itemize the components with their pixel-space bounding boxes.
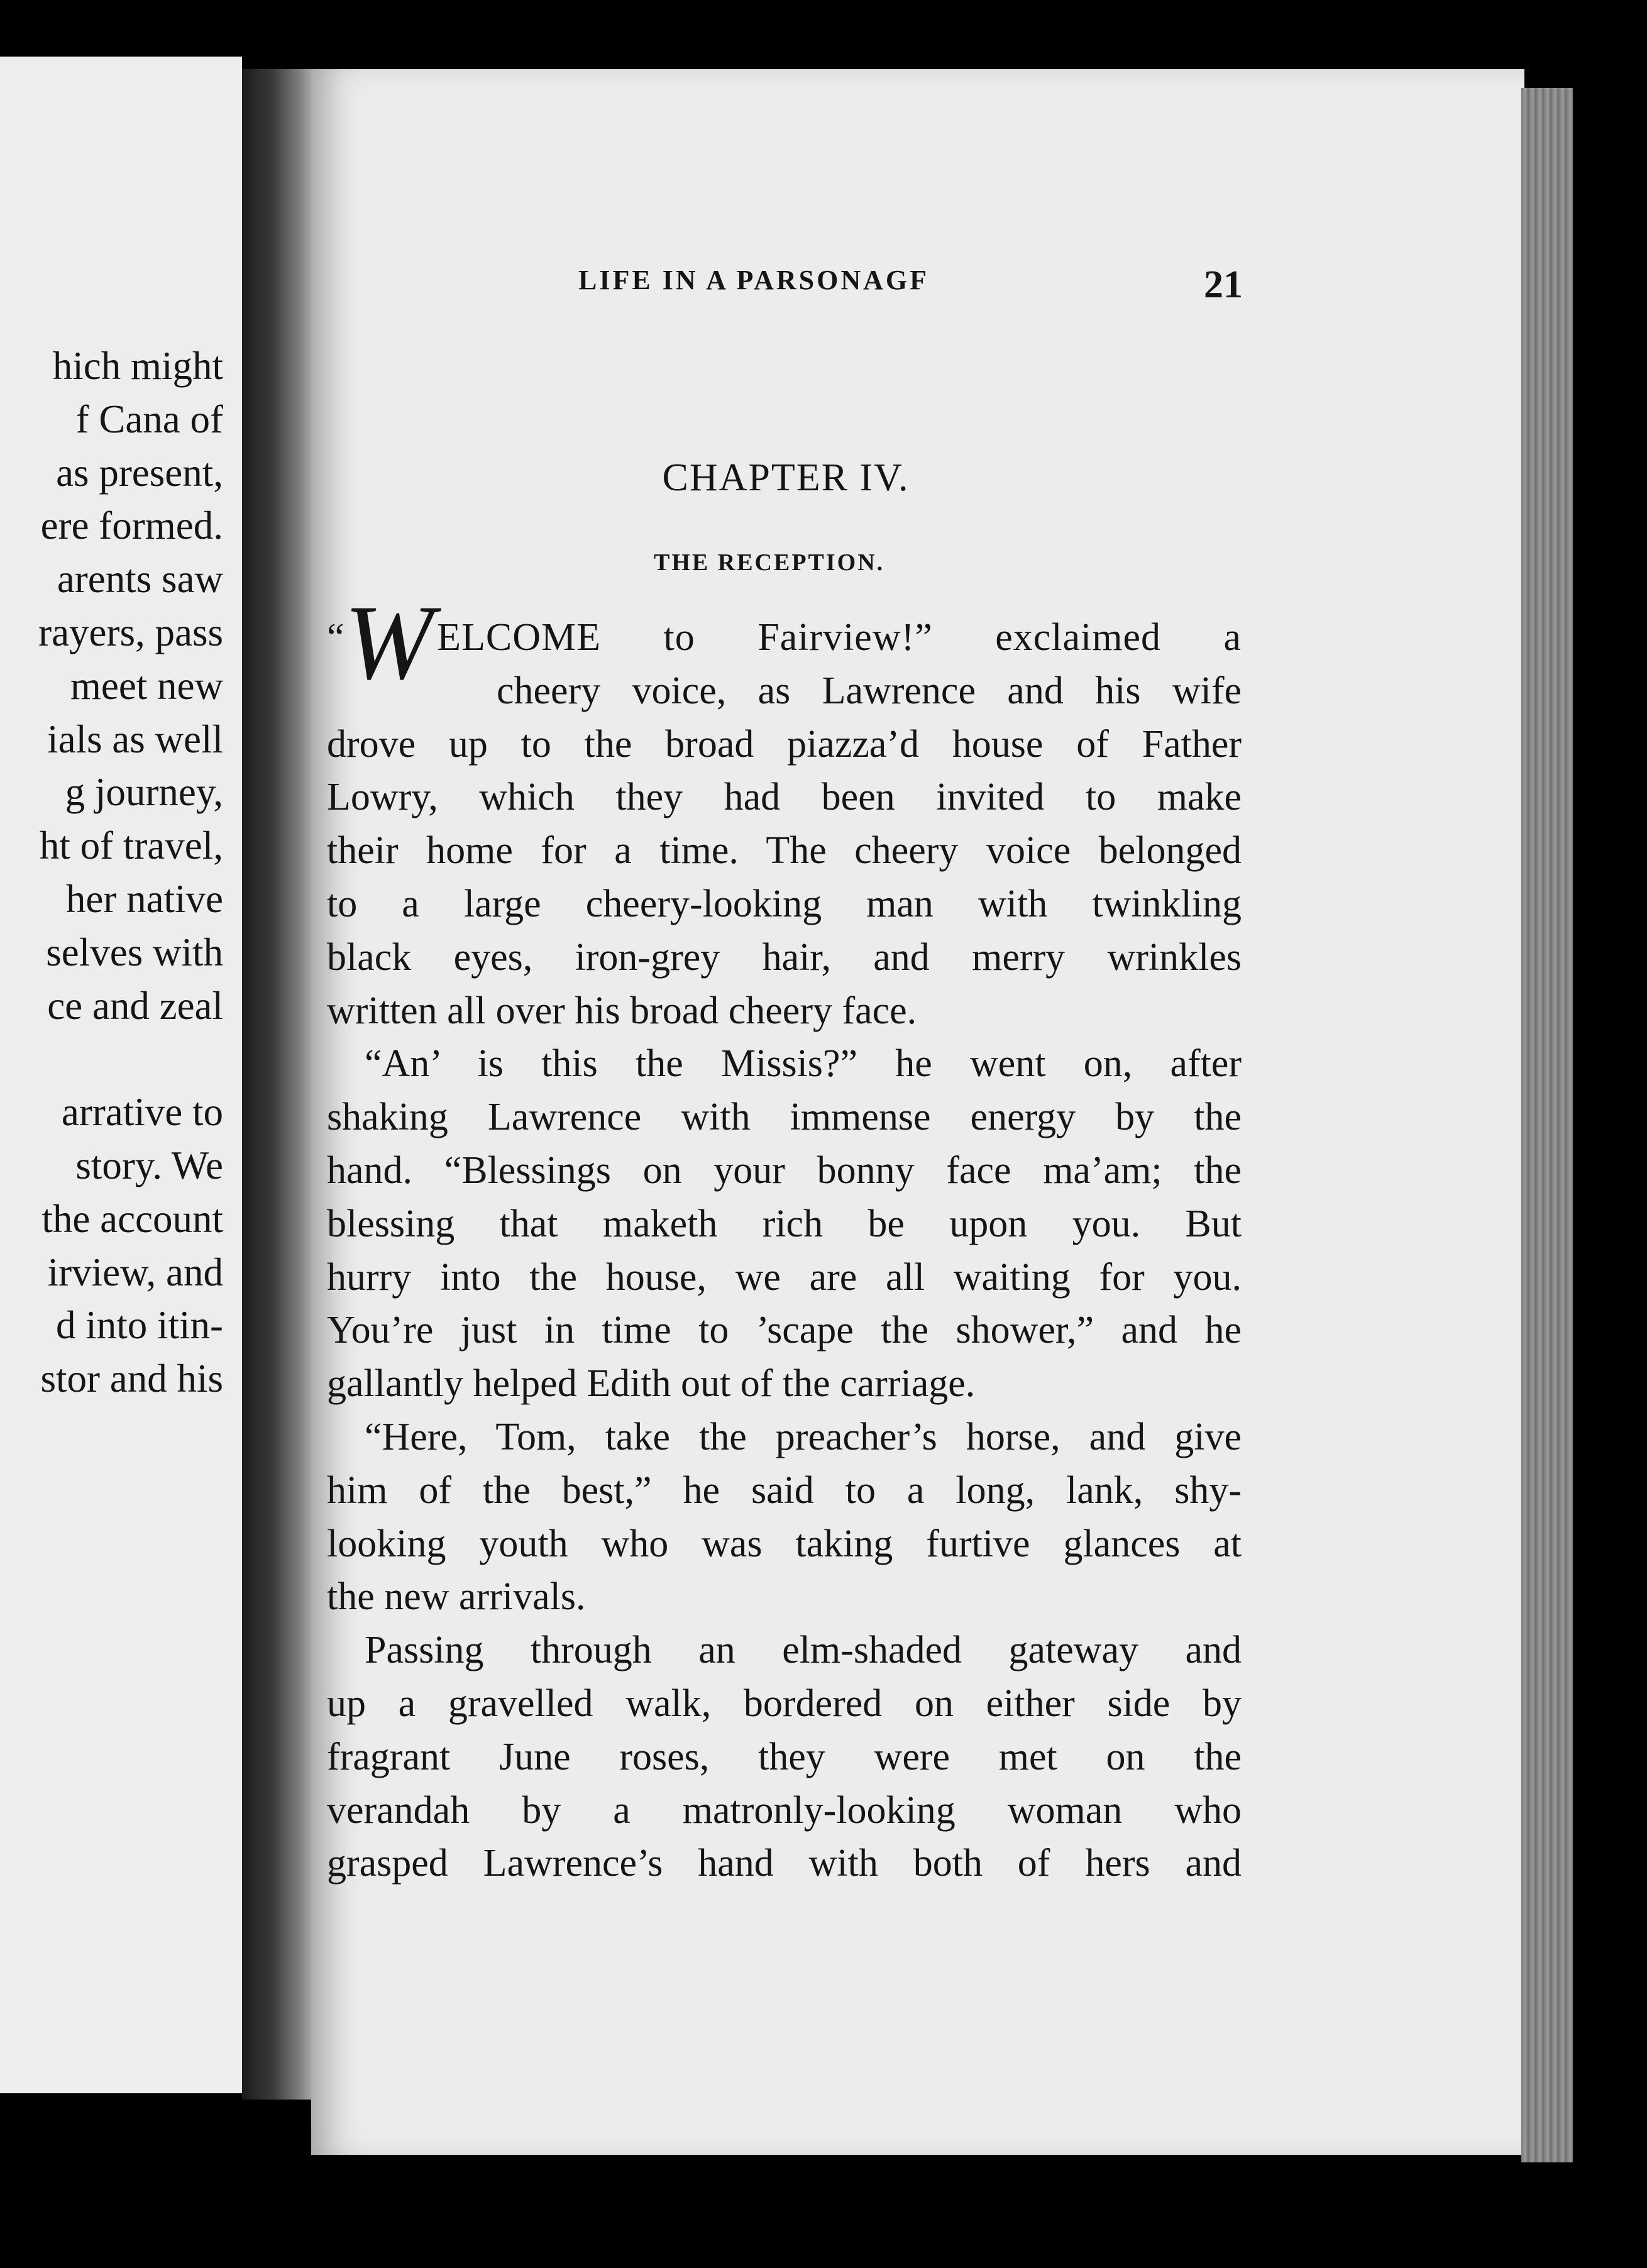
text-line: their home for a time. The cheery voice belonged [327,829,1242,873]
text-line: grasped Lawrence’s hand with both of hers and [327,1842,1242,1885]
page-edge [1521,88,1573,2162]
left-line: ce and zeal [47,983,223,1028]
left-line: d into itin- [56,1303,223,1348]
left-line: ials as well [47,717,223,761]
text-line: “Here, Tom, take the preacher’s horse, and give [365,1415,1242,1458]
chapter-subtitle: THE RECEPTION. [654,549,885,576]
text-line: verandah by a matronly-looking woman who [327,1788,1242,1832]
left-line: hich might [52,344,223,388]
text-line: the new arrivals. [327,1575,586,1619]
left-line: selves with [46,930,223,974]
text-line: black eyes, iron-grey hair, and merry wrinkles [327,935,1242,979]
text-line: Lowry, which they had been invited to make [327,776,1242,819]
left-page [0,57,242,2093]
left-line: ere formed. [40,504,223,548]
text-line: written all over his broad cheery face. [327,989,917,1032]
text-line: him of the best,” he said to a long, lank, shy- [327,1468,1242,1512]
text-line: “An’ is this the Missis?” he went on, after [365,1042,1242,1086]
text-line: Passing through an elm-shaded gateway and [365,1629,1242,1672]
text-line: up a gravelled walk, bordered on either side by [327,1682,1242,1725]
text-line: cheery voice, as Lawrence and his wife [497,669,1242,712]
text-line: to a large cheery-looking man with twinkling [327,882,1242,925]
first-line-text: ELCOME to Fairview!” exclaimed a [437,616,1242,659]
text-line: drove up to the broad piazza’d house of Father [327,722,1242,766]
page-number: 21 [1204,263,1243,306]
text-line: gallantly helped Edith out of the carriage. [327,1362,976,1406]
left-line: ht of travel, [39,823,223,868]
text-line: You’re just in time to ’scape the shower,” and he [327,1309,1242,1352]
drop-cap: W [344,583,434,702]
book-gutter [242,69,317,2100]
running-head: LIFE IN A PARSONAGF [578,265,930,295]
text-line: hurry into the house, we are all waiting for you. [327,1255,1242,1299]
chapter-title: CHAPTER IV. [662,456,910,499]
left-line: f Cana of [75,397,223,441]
left-line: as present, [56,450,223,495]
left-line: arrative to [61,1090,223,1135]
left-line: stor and his [40,1357,223,1401]
left-line: story. We [75,1143,223,1187]
left-line: g journey, [65,770,223,815]
opening-quote: “ [327,616,344,659]
text-line: blessing that maketh rich be upon you. But [327,1202,1242,1245]
left-line: meet new [70,663,223,708]
left-line: arents saw [57,557,223,602]
text-line: fragrant June roses, they were met on the [327,1735,1242,1778]
left-line: irview, and [47,1250,223,1294]
left-line: her native [65,876,223,921]
body-text [327,583,1242,1890]
text-line: hand. “Blessings on your bonny face ma’am; the [327,1148,1242,1192]
left-line: the account [41,1196,223,1241]
left-line: rayers, pass [38,610,223,654]
left-line [0,1032,223,1086]
text-line: shaking Lawrence with immense energy by the [327,1096,1242,1139]
text-line: looking youth who was taking furtive glances at [327,1522,1242,1565]
